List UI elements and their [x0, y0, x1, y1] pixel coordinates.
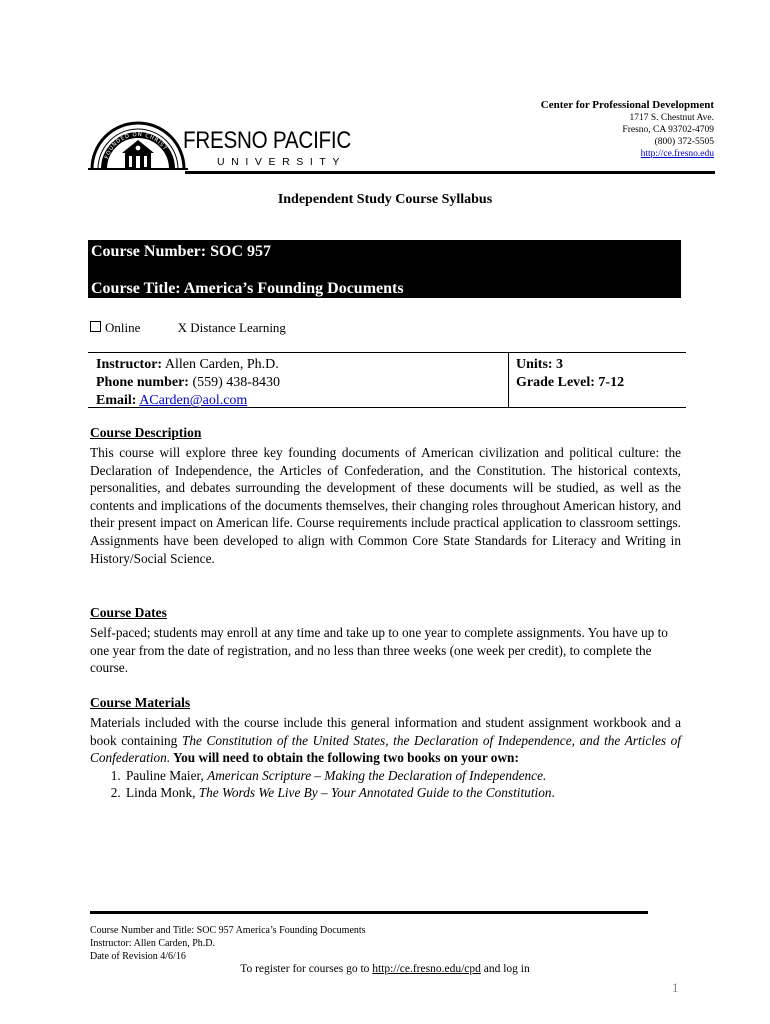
org-title: Center for Professional Development	[540, 99, 714, 111]
footer-info	[90, 924, 366, 963]
registration-note	[0, 963, 770, 975]
course-number: Course Number: SOC 957	[91, 243, 271, 260]
section-heading: Course Materials	[90, 695, 191, 710]
instructor-label: Instructor:	[96, 357, 163, 372]
section-body: Self-paced; students may enroll at any time and take up to one year to complete assignments. You have up to one year from the date of registration, and no less than three weeks (one week per credit), to complete the course.	[90, 625, 668, 676]
page-number: 1	[672, 980, 679, 995]
syllabus-title: Independent Study Course Syllabus	[277, 192, 493, 207]
list-item	[124, 767, 681, 785]
org-website-link[interactable]: http://ce.fresno.edu	[640, 149, 714, 159]
book-author: Pauline Maier,	[126, 767, 208, 783]
course-description-section	[90, 424, 681, 567]
course-title-bar	[88, 240, 681, 298]
footer-instructor: Instructor: Allen Carden, Ph.D.	[90, 938, 215, 949]
book-title-end: .	[551, 785, 555, 801]
online-option-label: Online	[105, 320, 141, 335]
list-item	[124, 784, 681, 802]
materials-instruction: You will need to obtain the following two books on your own:	[170, 750, 519, 766]
footer-rule	[90, 911, 648, 914]
required-books-list	[90, 767, 681, 802]
email-row	[96, 392, 280, 410]
table-divider	[508, 353, 509, 408]
header-rule	[185, 171, 715, 174]
course-title: Course Title: America’s Founding Documents	[91, 280, 404, 297]
course-dates-section	[90, 604, 681, 677]
email-link[interactable]: ACarden@aol.com	[139, 393, 248, 408]
seal-text: FOUNDED ON CHRIST	[104, 131, 168, 160]
email-label: Email:	[96, 393, 137, 408]
section-heading: Course Dates	[90, 605, 167, 620]
online-checkbox[interactable]	[90, 321, 101, 332]
registration-link[interactable]: http://ce.fresno.edu/cpd	[372, 963, 481, 975]
materials-book-title: The Constitution of the United States, the Declaration of Independence, and the Articles of Confederation.	[90, 732, 681, 766]
phone-value: (559) 438-8430	[192, 375, 280, 390]
register-text: To register for courses go to	[240, 963, 373, 975]
university-subtitle: UNIVERSITY	[217, 156, 347, 168]
grade-level: Grade Level: 7-12	[516, 375, 625, 390]
section-heading: Course Description	[90, 425, 202, 440]
course-materials-section	[90, 694, 681, 802]
register-text-end: and log in	[480, 963, 530, 975]
org-city: Fresno, CA 93702-4709	[622, 125, 714, 135]
footer-revision-date: Date of Revision 4/6/16	[90, 951, 186, 962]
university-name: FRESNO PACIFIC	[183, 127, 352, 154]
cpd-contact-block	[541, 98, 714, 160]
instructor-name: Allen Carden, Ph.D.	[164, 357, 279, 372]
org-phone: (800) 372-5505	[654, 137, 714, 147]
book-title: The Words We Live By – Your Annotated Guide to the Constitution	[198, 785, 552, 801]
course-units-info	[516, 356, 624, 392]
book-title: American Scripture – Making the Declaration of Independence.	[207, 767, 547, 783]
phone-row	[96, 374, 280, 392]
units: Units: 3	[516, 357, 564, 372]
section-body	[90, 714, 681, 767]
materials-intro: Materials included with the course include this general information and student assignment workbook and a book containing	[90, 715, 681, 748]
delivery-options	[90, 320, 286, 336]
distance-learning-option: X Distance Learning	[177, 320, 286, 335]
phone-label: Phone number:	[96, 375, 189, 390]
footer-course: Course Number and Title: SOC 957 America’s Founding Documents	[90, 925, 366, 936]
org-address: 1717 S. Chestnut Ave.	[629, 113, 714, 123]
section-body: This course will explore three key founding documents of American civilization and political culture: the Declaration of Independence, the Articles of Confederation, and the Constitution. The historical contexts, personalities, and debates surrounding the development of these documents will be studied, as well as the contents and implications of the documents themselves, their changing roles throughout American history, and their present impact on American life. Course requirements include practical application to classroom settings. Assignments have been developed to align with Common Core State Standards for Literacy and Writing in History/Social Science.	[90, 445, 681, 566]
book-author: Linda Monk,	[126, 785, 199, 801]
university-seal-logo	[88, 107, 188, 173]
instructor-info-table	[88, 352, 686, 408]
instructor-row	[96, 356, 280, 374]
instructor-info	[96, 356, 280, 410]
